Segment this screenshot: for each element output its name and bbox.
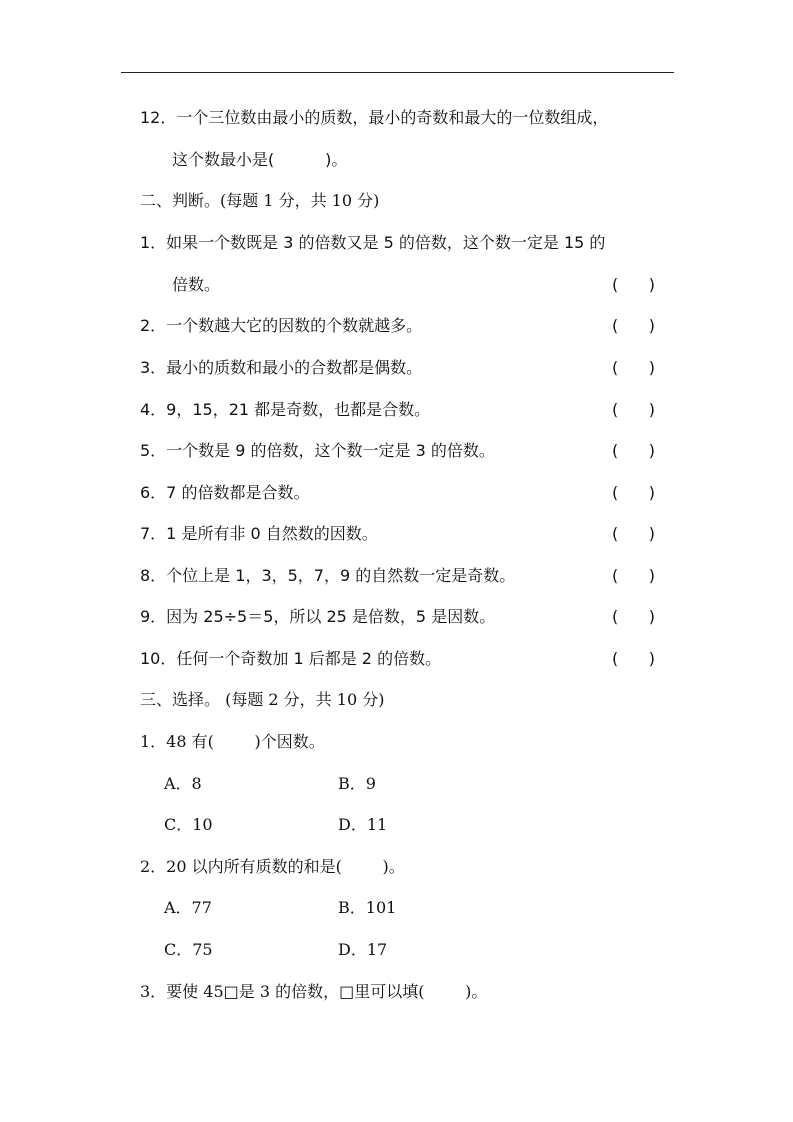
s3-q2-option-c[interactable]: C．75	[164, 940, 213, 959]
s3-q1-option-a[interactable]: A．8	[164, 774, 202, 793]
s3-q2-option-b[interactable]: B．101	[338, 898, 397, 917]
s3-q2-option-a[interactable]: A．77	[164, 898, 212, 917]
s3-question-1: 1．48 有( )个因数。	[140, 732, 325, 751]
s2-answer-4[interactable]: ( )	[612, 400, 655, 419]
s2-item-6: 6．7 的倍数都是合数。	[140, 483, 310, 502]
s2-item-8: 8．个位上是 1，3，5，7，9 的自然数一定是奇数。	[140, 566, 516, 585]
s2-answer-9[interactable]: ( )	[612, 607, 655, 626]
s2-item-2: 2．一个数越大它的因数的个数就越多。	[140, 316, 423, 335]
s2-answer-8[interactable]: ( )	[612, 566, 655, 585]
s2-item-7: 7．1 是所有非 0 自然数的因数。	[140, 524, 378, 543]
s2-item-1-line1: 1．如果一个数既是 3 的倍数又是 5 的倍数，这个数一定是 15 的	[140, 233, 606, 252]
s2-item-9: 9．因为 25÷5＝5，所以 25 是倍数，5 是因数。	[140, 607, 496, 626]
s2-item-1-line2: 倍数。	[172, 275, 221, 294]
s2-answer-1[interactable]: ( )	[612, 275, 655, 294]
s2-item-4: 4．9，15，21 都是奇数，也都是合数。	[140, 400, 431, 419]
s3-q1-option-b[interactable]: B．9	[338, 774, 376, 793]
q12-line1: 12．一个三位数由最小的质数，最小的奇数和最大的一位数组成，	[140, 108, 609, 127]
s2-answer-2[interactable]: ( )	[612, 316, 655, 335]
s3-q1-option-d[interactable]: D．11	[338, 815, 388, 834]
section2-heading: 二、判断。(每题 1 分，共 10 分)	[140, 191, 380, 210]
s2-answer-10[interactable]: ( )	[612, 649, 655, 668]
s3-question-2: 2．20 以内所有质数的和是( )。	[140, 857, 405, 876]
s2-answer-5[interactable]: ( )	[612, 441, 655, 460]
top-rule	[121, 72, 674, 73]
s2-item-5: 5．一个数是 9 的倍数，这个数一定是 3 的倍数。	[140, 441, 495, 460]
s2-answer-6[interactable]: ( )	[612, 483, 655, 502]
s2-item-3: 3．最小的质数和最小的合数都是偶数。	[140, 358, 423, 377]
q12-line2: 这个数最小是( )。	[172, 150, 348, 169]
s2-item-10: 10．任何一个奇数加 1 后都是 2 的倍数。	[140, 649, 442, 668]
s2-answer-3[interactable]: ( )	[612, 358, 655, 377]
s3-question-3: 3．要使 45□是 3 的倍数，□里可以填( )。	[140, 982, 488, 1001]
s3-q1-option-c[interactable]: C．10	[164, 815, 213, 834]
s2-answer-7[interactable]: ( )	[612, 524, 655, 543]
section3-heading: 三、选择。 (每题 2 分，共 10 分)	[140, 690, 385, 709]
s3-q2-option-d[interactable]: D．17	[338, 940, 388, 959]
